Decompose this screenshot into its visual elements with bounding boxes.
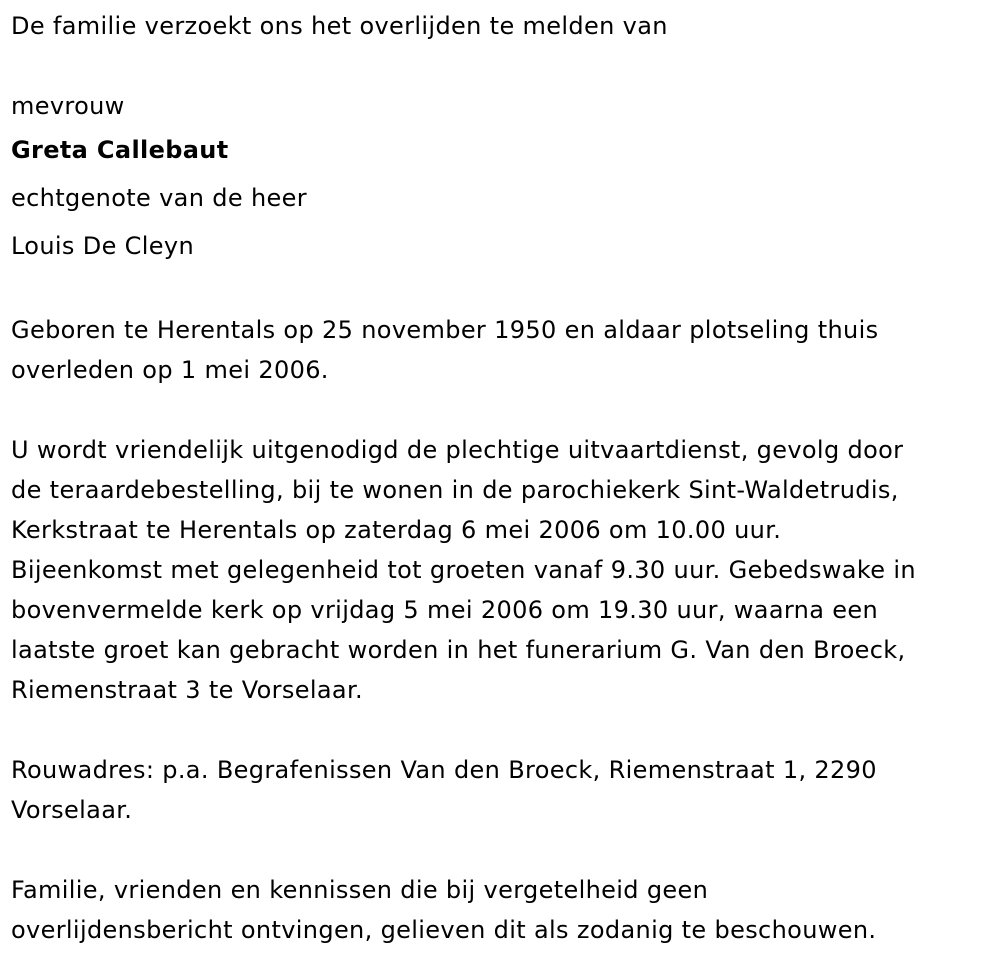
text-line: U wordt vriendelijk uitgenodigd de plechtige uitvaartdienst, gevolg door [11,436,904,464]
spacer [11,390,996,430]
text-line: Riemenstraat 3 te Vorselaar. [11,676,363,704]
address-paragraph [11,750,996,830]
spacer [11,710,996,750]
intro-text: De familie verzoekt ons het overlijden te melden van [11,12,668,40]
text-line: Familie, vrienden en kennissen die bij vergetelheid geen [11,876,709,904]
text-line: laatste groet kan gebracht worden in het funerarium G. Van den Broeck, [11,636,906,664]
closing-paragraph [11,870,996,950]
spacer [11,830,996,870]
text-line: de teraardebestelling, bij te wonen in de parochiekerk Sint-Waldetrudis, [11,476,899,504]
spacer [11,270,996,310]
service-paragraph [11,430,996,710]
deceased-name: Greta Callebaut [11,136,229,164]
deceased-block [11,86,996,270]
text-line: Vorselaar. [11,796,133,824]
text-line: Kerkstraat te Herentals op zaterdag 6 mei 2006 om 10.00 uur. [11,516,782,544]
text-line: Bijeenkomst met gelegenheid tot groeten vanaf 9.30 uur. Gebedswake in [11,556,916,584]
text-line: overlijdensbericht ontvingen, gelieven dit als zodanig te beschouwen. [11,916,877,944]
deceased-relation: echtgenote van de heer [11,184,307,212]
deceased-title: mevrouw [11,92,125,120]
spacer [11,46,996,86]
text-line: bovenvermelde kerk op vrijdag 5 mei 2006 om 19.30 uur, waarna een [11,596,879,624]
spouse-name: Louis De Cleyn [11,232,195,260]
text-line: Rouwadres: p.a. Begrafenissen Van den Broeck, Riemenstraat 1, 2290 [11,756,877,784]
text-line: Geboren te Herentals op 25 november 1950 en aldaar plotseling thuis [11,316,879,344]
text-line: overleden op 1 mei 2006. [11,356,329,384]
birth-death-paragraph [11,310,996,390]
obituary-notice [11,6,996,950]
